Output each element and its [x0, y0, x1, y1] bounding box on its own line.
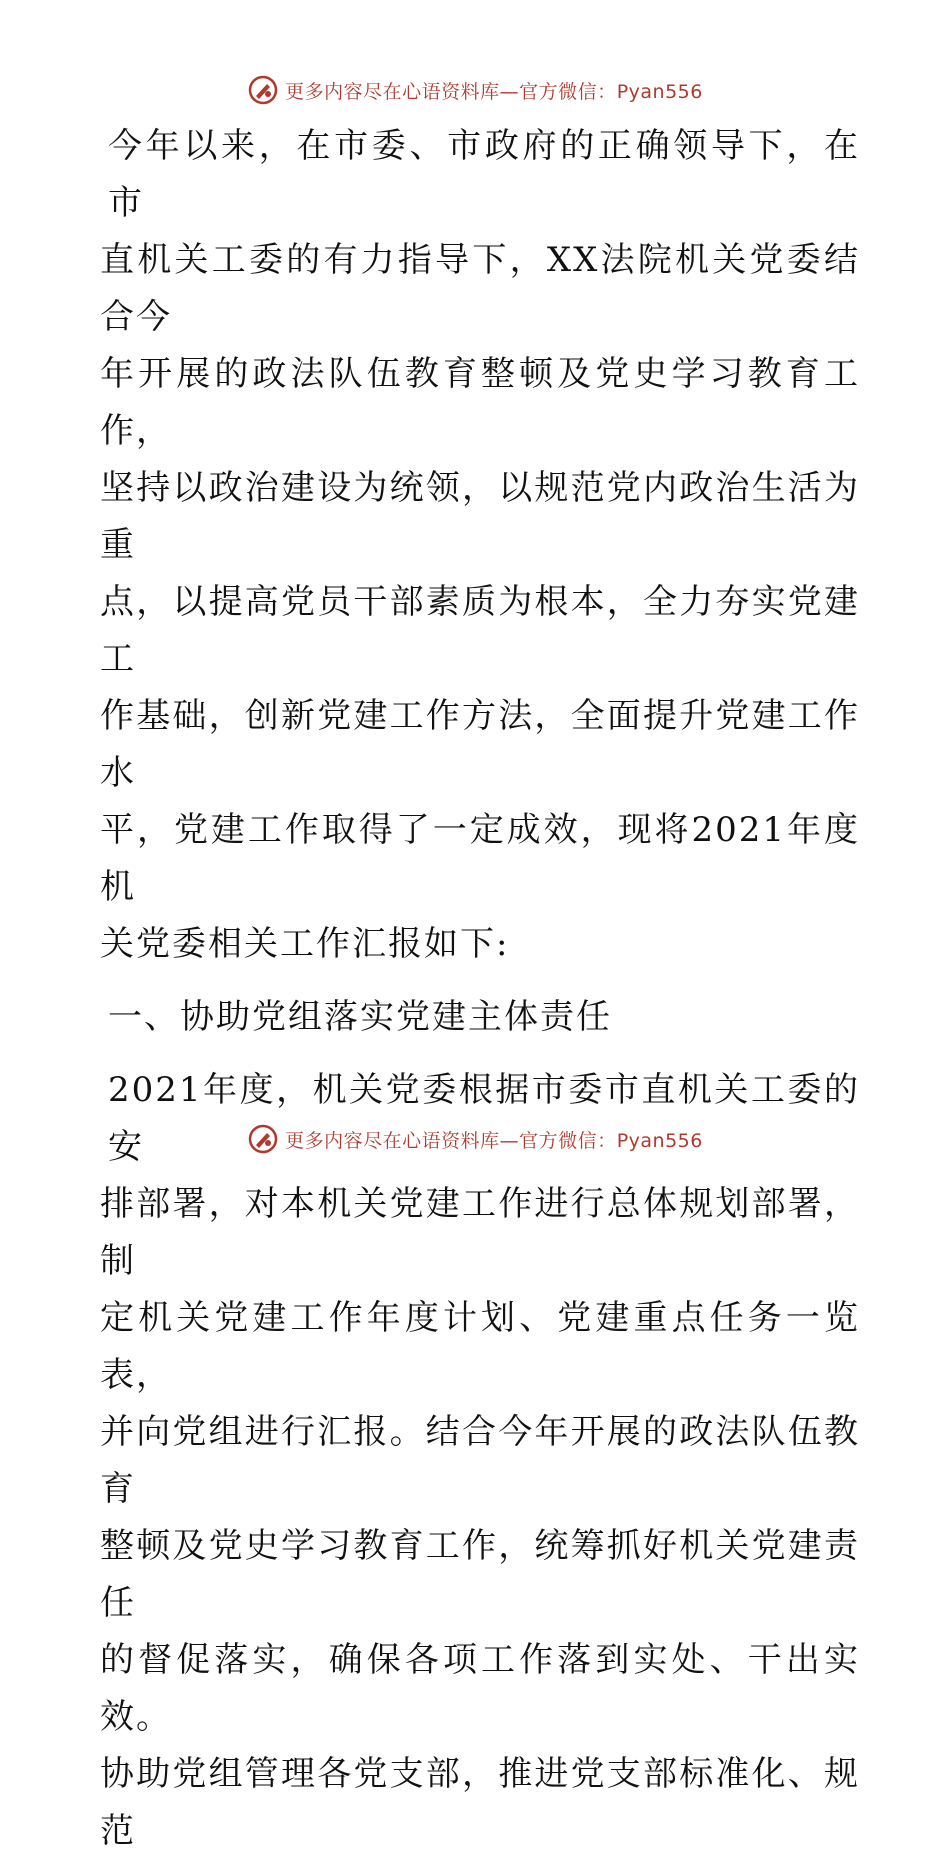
paragraph-line: 平，党建工作取得了一定成效，现将2021年度机	[100, 810, 860, 907]
paragraph-line: 定机关党建工作年度计划、党建重点任务一览表，	[100, 1298, 860, 1395]
paragraph-line: 今年以来，在市委、市政府的正确领导下，在市	[108, 126, 860, 223]
header-banner-tail: 官方微信：	[519, 80, 617, 103]
footer-banner-tail: 官方微信：	[519, 1129, 617, 1152]
paragraph-line: 的督促落实，确保各项工作落到实处、干出实效。	[100, 1640, 860, 1737]
paragraph-line: 协助党组管理各党支部，推进党支部标准化、规范	[100, 1754, 860, 1851]
paragraph-line: 年开展的政法队伍教育整顿及党史学习教育工作，	[100, 354, 860, 451]
paragraph-intro	[100, 118, 860, 973]
paragraph-line: 整顿及党史学习教育工作，统筹抓好机关党建责任	[100, 1526, 860, 1623]
document-body	[100, 118, 860, 1860]
paragraph-line: 作基础，创新党建工作方法，全面提升党建工作水	[100, 696, 860, 793]
seal-logo-icon	[247, 1123, 279, 1155]
paragraph-line: 坚持以政治建设为统领，以规范党内政治生活为重	[100, 468, 860, 565]
header-wechat-id: Pyan556	[616, 80, 703, 103]
header-banner	[0, 70, 950, 110]
paragraph-line: 并向党组进行汇报。结合今年开展的政法队伍教育	[100, 1412, 860, 1509]
header-banner-main: 更多内容尽在心语资料库	[285, 80, 500, 103]
footer-wechat-id: Pyan556	[616, 1129, 703, 1152]
paragraph-line: 直机关工委的有力指导下，XX法院机关党委结合今	[100, 240, 860, 337]
paragraph-line: 关党委相关工作汇报如下:	[100, 924, 510, 964]
footer-banner	[0, 1119, 950, 1159]
paragraph-section-1	[100, 1062, 860, 1860]
section-heading: 一、协助党组落实党建主体责任	[108, 997, 612, 1037]
footer-banner-main: 更多内容尽在心语资料库	[285, 1129, 500, 1152]
footer-banner-text	[285, 1126, 703, 1153]
paragraph-line: 点，以提高党员干部素质为根本，全力夯实党建工	[100, 582, 860, 679]
paragraph-line: 排部署，对本机关党建工作进行总体规划部署，制	[100, 1184, 860, 1281]
paragraph-line: 2021年度，机关党委根据市委市直机关工委的安	[108, 1070, 860, 1167]
footer-banner-dash: —	[499, 1129, 520, 1152]
seal-logo-icon	[247, 74, 279, 106]
header-banner-dash: —	[499, 80, 520, 103]
header-banner-text	[285, 77, 703, 104]
